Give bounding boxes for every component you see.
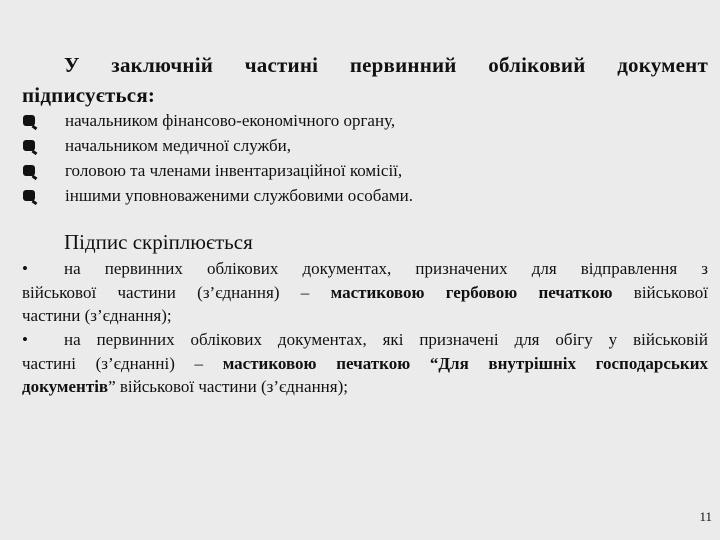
para2-line3-c: ” військової частини (з’єднання); xyxy=(108,377,348,396)
heading-line-1: У заключній частині первинний обліковий документ xyxy=(64,53,708,77)
para2-line2-a: частині (з’єднанні) – xyxy=(22,353,223,373)
para2-line3-bold: документів xyxy=(22,377,109,396)
seal-paragraph-2 xyxy=(22,328,708,399)
list-item-text: начальником фінансово-економічного органу, xyxy=(65,111,396,130)
para1-line1: на первинних облікових документах, призначених для відправлення з xyxy=(64,259,708,278)
list-item xyxy=(22,133,702,158)
signatories-list xyxy=(22,108,702,208)
page-number: 11 xyxy=(699,509,712,524)
para1-line3: частини (з’єднання); xyxy=(22,306,172,325)
list-item-text: іншими уповноваженими службовими особами. xyxy=(65,186,414,205)
square-bullet-icon xyxy=(23,190,35,201)
heading-line-2: підписується: xyxy=(22,83,156,107)
seal-paragraph-1 xyxy=(22,257,708,328)
square-bullet-icon xyxy=(23,115,35,126)
para1-line2-c: військової xyxy=(612,282,708,302)
square-bullet-icon xyxy=(23,165,35,176)
list-item xyxy=(22,108,702,133)
dot-bullet-icon: • xyxy=(22,330,28,349)
sub-heading: Підпис скріплюється xyxy=(64,230,253,254)
list-item-text: головою та членами інвентаризаційної комісії, xyxy=(65,161,403,180)
slide-heading xyxy=(22,50,708,110)
para1-line2-a: військової частини (з’єднання) – xyxy=(22,282,331,302)
para2-line1: на первинних облікових документах, які призначені для обігу у військовій xyxy=(64,330,708,349)
list-item-text: начальником медичної служби, xyxy=(65,136,291,155)
list-item xyxy=(22,158,702,183)
list-item xyxy=(22,183,702,208)
square-bullet-icon xyxy=(23,140,35,151)
dot-bullet-icon: • xyxy=(22,259,28,278)
para1-seal-bold: мастиковою гербовою печаткою xyxy=(330,282,613,302)
para2-seal-bold: мастиковою печаткою “Для внутрішніх господарських xyxy=(222,353,709,373)
